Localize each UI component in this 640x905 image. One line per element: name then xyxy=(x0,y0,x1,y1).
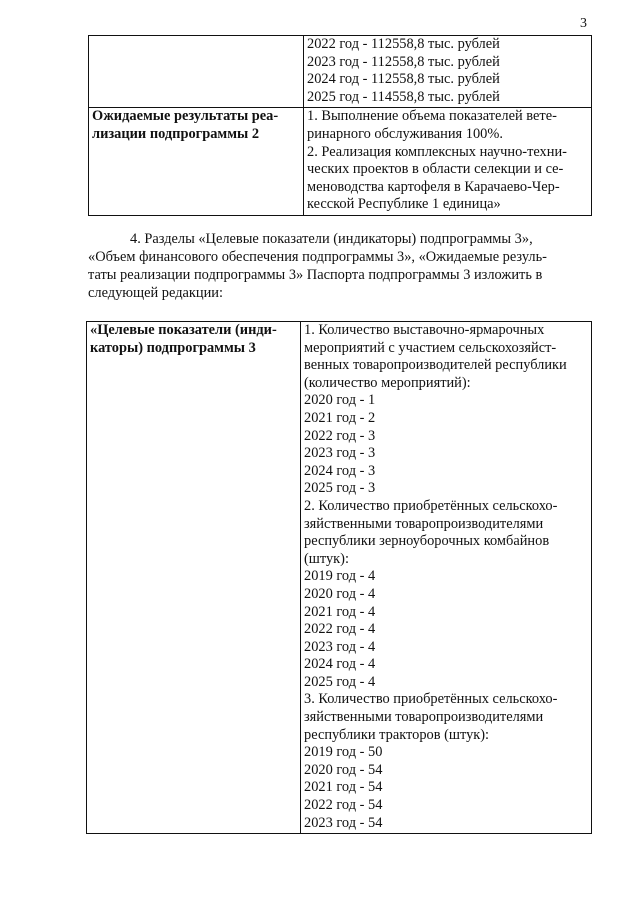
indicator-line: зяйственными товаропроизводителями xyxy=(304,515,544,532)
indicator-line: республики зерноуборочных комбайнов xyxy=(304,533,550,550)
indicator-line: 2024 год - 3 xyxy=(304,462,376,479)
expected-results-label: Ожидаемые результаты реа- xyxy=(92,108,279,125)
indicator-line: 2022 год - 3 xyxy=(304,427,376,444)
paragraph-line: следующей редакции: xyxy=(88,285,223,301)
funding-line: 2024 год - 112558,8 тыс. рублей xyxy=(307,71,500,88)
expected-results-label-cell xyxy=(89,108,304,216)
funding-line: 2022 год - 112558,8 тыс. рублей xyxy=(307,36,500,52)
indicator-line: (штук): xyxy=(304,550,349,567)
subprogram-2-passport-table xyxy=(88,35,592,216)
indicator-line: 2021 год - 2 xyxy=(304,409,376,426)
result-line: 2. Реализация комплексных научно-техни- xyxy=(307,143,567,160)
body-paragraph xyxy=(88,230,592,302)
result-line: 1. Выполнение объема показателей вете- xyxy=(307,108,557,125)
paragraph-line: «Объем финансового обеспечения подпрограммы 3», «Ожидаемые резуль- xyxy=(88,249,547,265)
indicator-line: 2019 год - 50 xyxy=(304,744,383,761)
indicators-label-cell xyxy=(87,322,301,834)
funding-line: 2023 год - 112558,8 тыс. рублей xyxy=(307,53,500,70)
indicator-line: венных товаропроизводителей республики xyxy=(304,357,567,374)
indicator-line: 2025 год - 3 xyxy=(304,480,376,497)
indicator-line: 2021 год - 54 xyxy=(304,779,383,796)
indicators-label: «Целевые показатели (инди- xyxy=(90,322,277,338)
indicators-values-cell xyxy=(301,322,592,834)
indicator-line: 1. Количество выставочно-ярмарочных xyxy=(304,322,545,338)
result-line: меноводства картофеля в Карачаево-Чер- xyxy=(307,178,560,195)
table-row xyxy=(89,108,592,216)
result-line: кесской Республике 1 единица» xyxy=(307,196,501,213)
result-line: ринарного обслуживания 100%. xyxy=(307,125,503,142)
expected-results-cell xyxy=(304,108,592,216)
indicator-line: 2. Количество приобретённых сельскохо- xyxy=(304,497,558,514)
indicator-line: 2023 год - 3 xyxy=(304,445,376,462)
indicator-line: 2020 год - 54 xyxy=(304,761,383,778)
indicator-line: (количество мероприятий): xyxy=(304,374,471,391)
indicator-line: 2022 год - 4 xyxy=(304,621,376,638)
indicators-label: каторы) подпрограммы 3 xyxy=(90,339,256,356)
paragraph-line: таты реализации подпрограммы 3» Паспорта подпрограммы 3 изложить в xyxy=(88,267,543,283)
expected-results-label: лизации подпрограммы 2 xyxy=(92,125,260,142)
indicator-line: мероприятий с участием сельскохозяйст- xyxy=(304,339,557,356)
result-line: ческих проектов в области селекции и се- xyxy=(307,161,564,178)
indicator-line: 2024 год - 4 xyxy=(304,656,376,673)
indicator-line: 2025 год - 4 xyxy=(304,673,376,690)
indicator-line: 2023 год - 4 xyxy=(304,638,376,655)
funding-line: 2025 год - 114558,8 тыс. рублей xyxy=(307,88,500,105)
subprogram-3-indicators-table xyxy=(86,321,592,834)
table-row xyxy=(87,322,592,834)
indicator-line: 2021 год - 4 xyxy=(304,603,376,620)
page-number: 3 xyxy=(580,16,587,31)
indicator-line: зяйственными товаропроизводителями xyxy=(304,709,544,726)
indicator-line: 2022 год - 54 xyxy=(304,797,383,814)
indicator-line: республики тракторов (штук): xyxy=(304,726,490,743)
table-row xyxy=(89,36,592,108)
paragraph-line: 4. Разделы «Целевые показатели (индикаторы) подпрограммы 3», xyxy=(130,231,533,247)
indicator-line: 2020 год - 4 xyxy=(304,585,376,602)
row-label-empty xyxy=(89,36,304,108)
indicator-line: 3. Количество приобретённых сельскохо- xyxy=(304,691,558,708)
indicator-line: 2019 год - 4 xyxy=(304,568,376,585)
indicator-line: 2020 год - 1 xyxy=(304,392,376,409)
funding-by-year-cell xyxy=(304,36,592,108)
indicator-line: 2023 год - 54 xyxy=(304,814,383,831)
